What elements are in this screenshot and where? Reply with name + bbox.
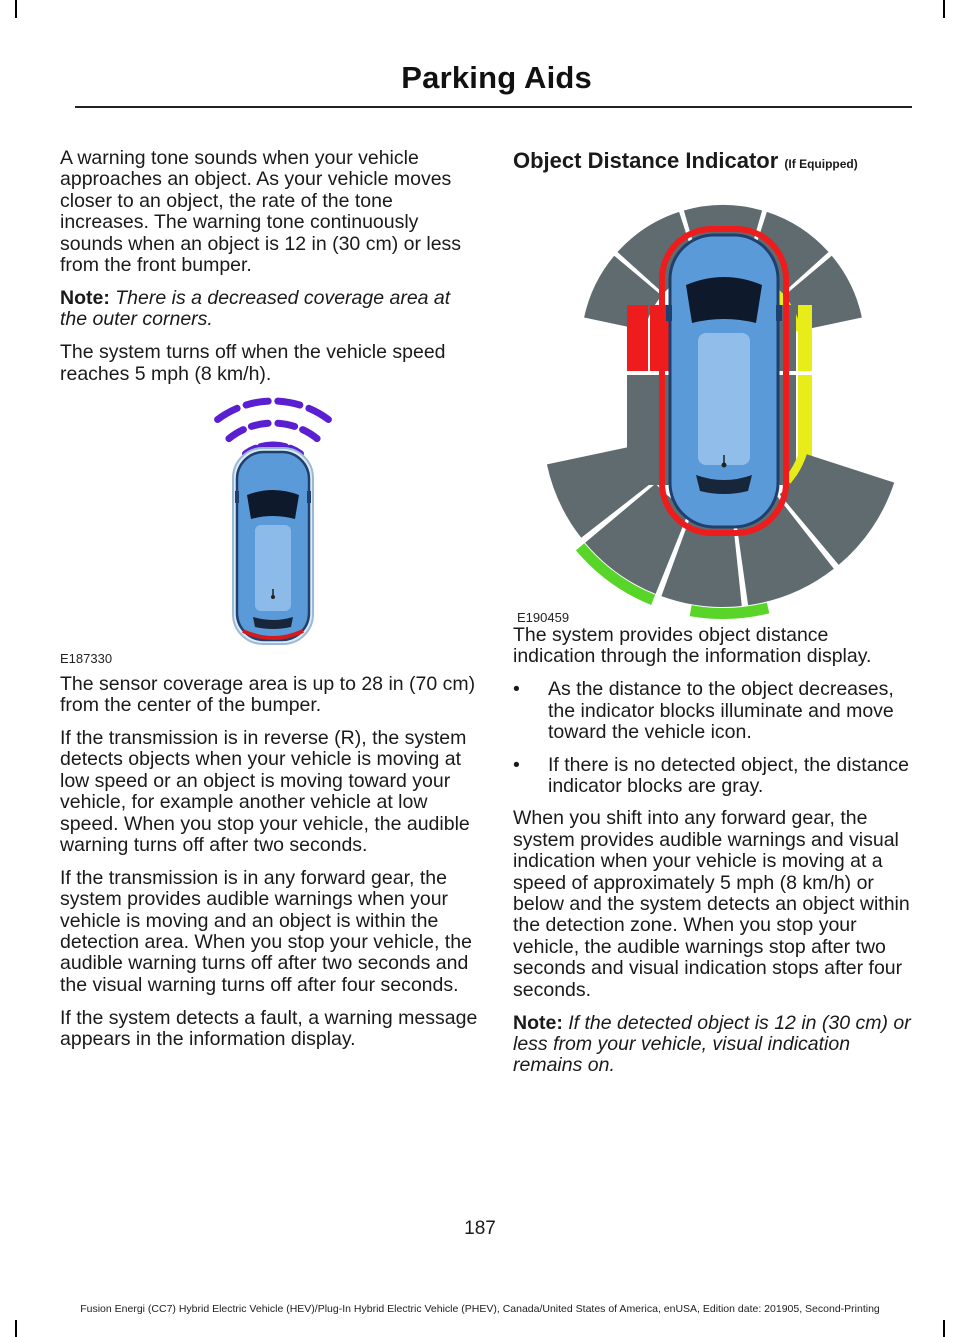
- crop-mark-bottom-right: [943, 1320, 945, 1337]
- paragraph-fault: If the system detects a fault, a warning message appears in the information display.: [60, 1006, 478, 1051]
- list-item: [513, 755, 913, 798]
- page-title: Parking Aids: [401, 60, 592, 95]
- sensor-arc: [274, 445, 286, 447]
- paragraph-coverage-area: The sensor coverage area is up to 28 in (70 cm) from the center of the bumper.: [60, 672, 476, 716]
- note-text: There is a decreased coverage area at the outer corners.: [60, 286, 451, 331]
- header-rule: [75, 106, 912, 108]
- car-icon: [233, 448, 313, 644]
- paragraph-reverse: If the transmission is in reverse (R), the system detects objects when your vehicle is moving at low speed or an object is moving toward your vehicle, for example another vehicle at low speed. When you stop your vehicle, the audible warning turns off after two seconds.: [60, 726, 470, 856]
- figure-sensor-car: [60, 397, 480, 674]
- figure-distance-indicator: [513, 177, 913, 625]
- crop-mark-top-right: [943, 0, 945, 18]
- footer-text: Fusion Energi (CC7) Hybrid Electric Vehicle (HEV)/Plug-In Hybrid Electric Vehicle (PHEV), Canada/United States of America, enUSA, Edition date: 201905, Second-Printing: [80, 1303, 880, 1315]
- note-visual: [513, 1013, 913, 1077]
- sensor-arc: [278, 401, 300, 405]
- bullet-symbol: •: [513, 753, 520, 776]
- heading-qualifier: (If Equipped): [784, 157, 858, 171]
- heading-text: Object Distance Indicator: [513, 148, 779, 173]
- note-text: If the detected object is 12 in (30 cm) or less from your vehicle, visual indication remains on.: [513, 1011, 911, 1077]
- sensor-arc: [251, 423, 268, 426]
- right-column: [513, 148, 913, 1088]
- sensor-arcs: [218, 401, 329, 454]
- sensor-arc: [218, 408, 238, 419]
- paragraph-forward-warnings: When you shift into any forward gear, the system provides audible warnings and visual indication when your vehicle is moving at a speed of approximately 5 mph (8 km/h) or below and the system detects an object within the detection zone. When you stop your vehicle, the audible warnings stop after two seconds and visual indication stops after four seconds.: [513, 807, 910, 1001]
- paragraph-warning-tone: A warning tone sounds when your vehicle approaches an object. As your vehicle moves closer to an object, the rate of the tone increases. The warning tone continuously sounds when an object is 12 in (30 cm) or less from the front bumper.: [60, 147, 462, 277]
- car-icon: [662, 229, 786, 533]
- list-item: [513, 679, 913, 743]
- note-coverage: [60, 288, 480, 331]
- sensor-arc: [309, 408, 329, 419]
- crop-mark-bottom-left: [15, 1320, 17, 1337]
- right-front-side-yellow-block: [798, 305, 812, 371]
- left-column: [60, 148, 480, 1062]
- page-number: 187: [464, 1218, 496, 1239]
- paragraph-forward-gear: If the transmission is in any forward gear, the system provides audible warnings when your vehicle is moving and an object is within the detection area. When you stop your vehicle, the audible warning turns off after two seconds and the visual warning turns off after four seconds.: [60, 866, 472, 996]
- section-heading: [513, 148, 913, 177]
- figure-code: E190459: [517, 610, 570, 625]
- sensor-arc: [246, 401, 268, 405]
- note-label: Note:: [60, 286, 110, 309]
- crop-mark-top-left: [15, 0, 17, 18]
- note-label: Note:: [513, 1011, 563, 1034]
- figure-code: E187330: [60, 651, 113, 667]
- sensor-arc: [229, 429, 244, 438]
- paragraph-turns-off: The system turns off when the vehicle speed reaches 5 mph (8 km/h).: [60, 341, 446, 385]
- sensor-arc: [278, 423, 295, 426]
- bullet-symbol: •: [513, 678, 520, 701]
- bullet-text: As the distance to the object decreases, the indicator blocks illuminate and move toward the vehicle icon.: [548, 678, 894, 744]
- paragraph-indicator: The system provides object distance indication through the information display.: [513, 624, 872, 668]
- bullet-list: [513, 679, 913, 797]
- left-front-side-outer-block: [627, 305, 648, 371]
- sensor-arc: [303, 429, 318, 438]
- bullet-text: If there is no detected object, the distance indicator blocks are gray.: [548, 753, 909, 797]
- distance-indicator-illustration: [513, 177, 913, 625]
- sensor-car-illustration: [60, 397, 480, 674]
